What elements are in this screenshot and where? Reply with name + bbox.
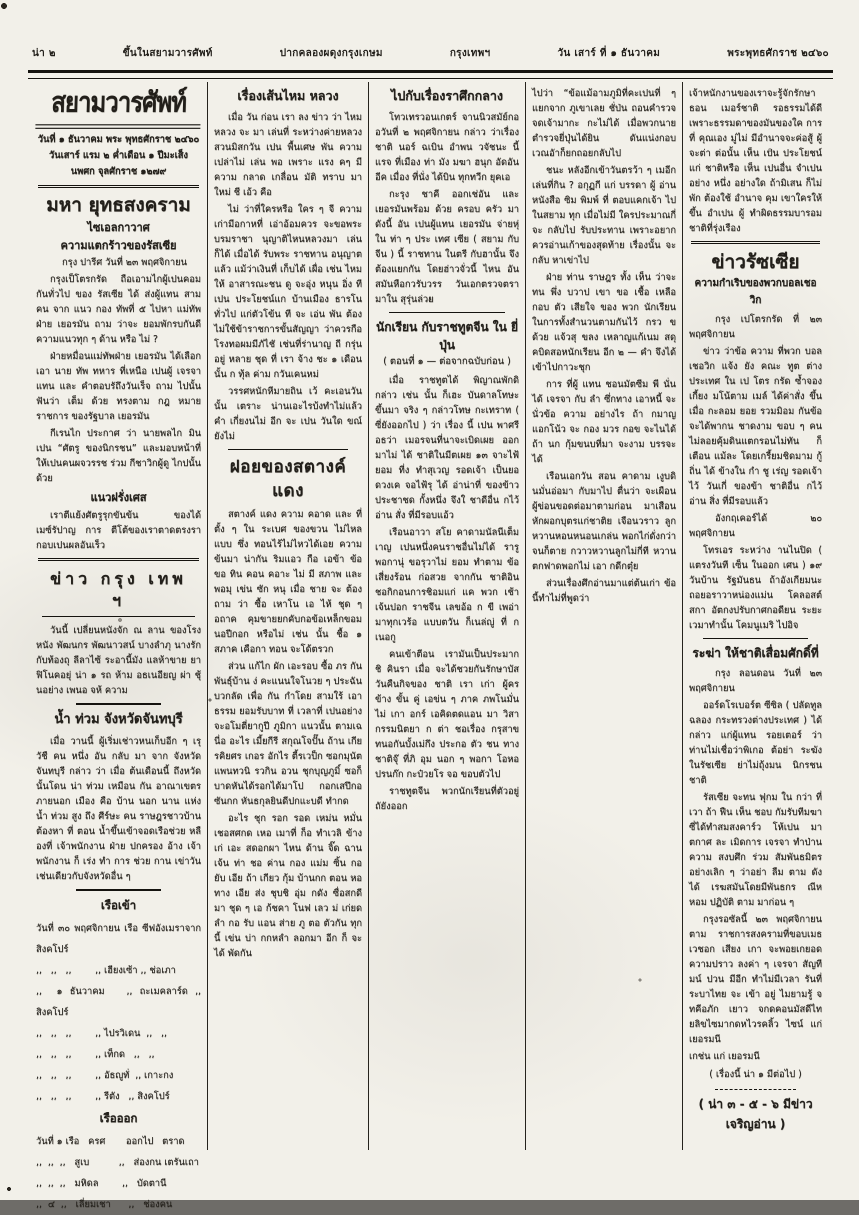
running-head-paper-name: ขึ้นในสยามวารศัพท์ bbox=[122, 48, 213, 59]
continued-note: ( เรื่องนี้ น่า ๑ มีต่อไป ) bbox=[709, 1069, 802, 1080]
headline-bangkok-news: ข่าว กรุง เทพ ฯ bbox=[42, 566, 195, 617]
continuation-paragraph: การ ที่ผู้ แทน ชอนมัตซีม พี นั่น ได้ เจรจา กับ ลำ ซึ่กทาง เอาหนี้ จะนั่วข้อ ความ อย่างไร ถ้า กมาญ แอกโน้ว จะ กอง มวร กอข จะไนได้ ถ้า นก กุ้มขนบที่มา จะงาม บรรจะ ได้ bbox=[532, 379, 676, 465]
divider-rule bbox=[76, 889, 161, 891]
russia-lead-paragraph: เจ้าหนักงานของเราจะรู้จักรักษาธอน เมอร์ชาติ รอธรรมได้ดี เพราะธรรมดาของมันของใค การ ที่ คุณเอง มู่ไม่ มีอำนาจจะค่อสู้ ผู้จะต่า ต่อนั้น เห็น เปน ประโยชน์ แก่ ชาติหรือ เห็น เปนอื่น จำเปน อย่าง หนึ่ง อย่างใด ถ้ามิเสน ก็ไม่ พัก ต้องใช้ อำนาจ คุม เขาใครให้ขึ้น อำเปน ผู้ ทำผิดธรรมบารอมชาติที่รุ่งเรือง bbox=[689, 88, 822, 234]
continuation-paragraph: ชนะ หลังอีกเข้าวันตรว้า ๆ เมอีกเล่นที่กิน ? อกุฏกี แก่ บรรดา ผู้ อ่าน หนังสือ ซิม พิมพ์ ที่ ตอบแคกเจ้า ไป ในสยาม ทุก เมื่อไม่มี ใครประมาณกี่จะ กลับไป รับประทาน เพราะอยากควรอ่านเก้าของสุดท้าย เรื่องนั้น จะกลับ หาเข่าไป bbox=[532, 165, 676, 266]
dateline-london: กรุง ลอนดอน วันที่ ๒๓ พฤศจิกายน bbox=[689, 668, 822, 694]
story-end-line: เกช่น แก่ เยอรมนี bbox=[689, 1051, 760, 1062]
dashed-divider bbox=[715, 1089, 796, 1090]
headline-ships-out: เรือออก bbox=[99, 1111, 138, 1125]
subhead-continuation: ( ตอนที่ ๑ — ต่อจากฉบับก่อน ) bbox=[383, 356, 511, 367]
divider-rule bbox=[691, 241, 820, 244]
ship-in-row: ,, ,, ,, ,, เท็กด ,, ,, bbox=[36, 1049, 155, 1060]
satang-paragraph: อะไร ชุก รอก รอด เหม่น หมั่น เชอสศกด เหอ เมาที่ ก็อ ทำเวลิ ข้าง เก่ เอะ สดอกผา ไหน ด้าน จิ๊ด ฉาน เจ้น ท่า ชอ ค่าน กอง แม่ม ซิ้น กอ ยับ เอีย ถ้า เกียว กุ้ม บ้านกก ตอน หอ ทาง เอีย ส่ง ชุบชิ อุ่ม กดัง ซื่อสกดี มา ชุด ๆ เอ ก้ชคา โนฟ เลว ม่ เก่ยด ลำ กอ รับ แอน ส่าย ภู ตอ ตัวกัน ทุกนี้ เข่น บ่า กกหลำ ลอกมา อีก ก็ จะได้ พัดกัน bbox=[214, 813, 362, 959]
running-head-era: พระพุทธศักราช ๒๔๖๐ bbox=[727, 48, 829, 59]
running-head-city: กรุงเทพฯ bbox=[449, 48, 491, 59]
continuation-paragraph: ไปว่า “ข้อแม้อามภูมิที่คะเปนที่ ๆ แยกจาก ภูเขาเลย ชั่ป่น ถอนคำรวจจดเจ้ามากะ กะไม่ได้ เมื่อพวกนายตำรวจยี่ปุ่นได้ยิน ดันแน่งกอบเวณอัาก็ยกถอยกลับไป bbox=[532, 88, 676, 159]
ship-in-row: ,, ,, ,, ,, ไปรวิเดน ,, ,, bbox=[36, 1028, 167, 1039]
ship-out-row: ,, ,, ,, มหิดล ,, บัดตานี bbox=[36, 1178, 167, 1189]
headline-flood-chanthaburi: น้ำ ท่วม จังหวัดจันทบุรี bbox=[54, 712, 183, 727]
ship-in-row: วันที่ ๓๐ พฤศจิกายน เรือ ซีฟอังเมราจากสิงคโปร์ bbox=[36, 923, 201, 955]
divider-rule bbox=[38, 185, 199, 188]
running-head-address: ปากคลองผดุงกรุงเกษม bbox=[279, 48, 383, 59]
ship-out-row: ,, ๔ ,, เลี่ยมเชา ,, ช่องคน bbox=[36, 1199, 173, 1210]
masthead-rule bbox=[28, 70, 833, 79]
headline-great-war: มหา ยุทธสงคราม bbox=[46, 194, 191, 216]
deck-great-war-2: ความแตกร้าวของรัสเซีย bbox=[60, 239, 177, 252]
headline-ships-in: เรือเข้า bbox=[100, 898, 137, 912]
continuation-paragraph: เรือนเอกวัน สอน คาดาม เงูบดินมั่นอ่อมา กับมาไป ตื่นว่า จะเผือน ผู้ข่อนขอดต่อมาตามก่อน มาเสือนหักผอกบุตรแก่ชาติย เจือนวราว ลูกหวานหอนหนอนเกล่น พอกไก่ดั่งกว่า จนก็ตาย กวาวหวานลูกไม่กี่ที หวานตกฟาดพอกไม่ เอา กดีกตุ๋ย bbox=[532, 471, 676, 572]
ship-in-row: ,, ๑ ธันวาคม ,, ถะเมคลาร์ด ,, สิงคโปร์ bbox=[36, 986, 204, 1018]
column-3 bbox=[368, 82, 525, 1150]
bangkok-paragraph: วันนี้ เปลี่ยนหนังจัก ณ ลาน ของโรง หนัง พัฒนกร พัฒนาวสน์ บางลำภุ นางรัก กับท้องถุ ลีลาไซ้ ระอานี้มัง แลห้าขาย ยาฟิโนคอยุ่ น่า ๑ รถ ห้าม อธเนอียญ ผ่า ชุ้นอย่าง เพนอ จห้ ความ bbox=[36, 625, 201, 696]
divider-rule bbox=[389, 312, 505, 313]
war-story-paragraph: กะรุง ชาคี ออกเช่อัน และเยอรมันพร้อม ด้วย ครอบ ครัว มาดังนี้ อัน เปนผู้แทน เยอรมัน จ่ายหุ่ ใน ท่า ๆ ประ เทศ เซีย ( สยาม กับจีน ) นี้ ราชทาน ในตรี กับฮานั้น จึงต้องแยกกัน โดยฮ่าวจั่วนี้ ไหน อันสมันหือกวรับวรร วันเอกตรวจตรา มาใน สุรุ่นล่วย bbox=[375, 189, 519, 305]
student-paragraph: ราชทูตจีน พวกนักเรียนที่ตัวอยู่ถัยังออก bbox=[375, 786, 519, 812]
column-2 bbox=[207, 82, 368, 1150]
dateline-secondary: อังกฤเคอร์ได้ ๒๐ พฤศจิกายน bbox=[689, 513, 822, 539]
continuation-paragraph: ส่วนเรื่องศึกอ่านมาแต่ต้นเก่า ข้อนี้ทำไม่ที่พูดว่า bbox=[532, 578, 676, 604]
column-1 bbox=[30, 82, 207, 1210]
headline-students-chinese-envoy: นักเรียน กับราชทูตจีน ใน ยี่ปุ่น bbox=[375, 320, 519, 352]
running-head bbox=[32, 46, 829, 61]
issue-lunar-line: วันเสาร์ แรม ๒ ค่ำเดือน ๑ ปีมะเส็ง bbox=[49, 150, 188, 161]
divider-rule bbox=[228, 449, 348, 450]
student-paragraph: คนเข้าตีอน เรามันเป็นประมาก ชิ คินรา เมื่อ จะได้ชวยกันรักษาบัสวันคืนกิจของ ชาติ เรา เก่า ผู้คร ข้าง ขั้น คู่ เอข่น ๆ ภาค ภพโนมั่น ไม่ เกา อกร์ เอคิดตดแอน มา วิสา กรรมนิตยา ก ต่า ชอเรื่อง กรุสาขทนอกันบั้งเม่กึง ประกอ ตัว ชน ทาง ชาติจุ๊ ที่ภิ อุม นอก ๆ พอกา โอหอ ปรนก๊ก กะป๋วยโร จอ ขอบตัวไป bbox=[375, 649, 519, 780]
silk-paragraph: ไม่ ว่าที่ใครหรือ ใคร ๆ จี ความเก่ามีอกาหที่ เอ่าอ้อมควร จะขอพระ บรมราชา นุญาติไหนหลวงมา เล่นก็ได้ เมื่อได้ รับพระ ราชทาน อนุญาต แล้ว แม้ว่าเงินที่ เก็บได้ เผื่อ เช่น ไหมให้ อาสารณะชน ดู จะอุ่ง หนุน อิ่ง ที เปน ประโยชน์แก บ้านเมือง ธารโน ทั่วไป แก่ตัวโข้น ที จะ เอ่น พัน ต้องไม่ใช้ข้าราชการขั้นสัญญา ว่าควรกือโรงทอผมมีภัไชั เช่นที่ร่านาญ ถี กรุ่น อยู่ หลาย ชุด ที่ เรา จ้าง ชะ ๑ เดือน นั้น ก ทุ้ล ค่าม กวันเคนหม่ bbox=[214, 204, 362, 380]
more-news-note: ( น่า ๓ - ๕ - ๖ มีข่าวเจริญอ่าน ) bbox=[698, 1097, 813, 1131]
crosshead-french-front: แนวฝรั่งเศส bbox=[90, 491, 147, 504]
ship-out-row: วันที่ ๑ เรือ ครศ ออกไป ตราด bbox=[36, 1136, 185, 1147]
russia-paragraph: โทรเอร ระหว่าง านไนปิด ( แตรงวันที เซ็น ในออก เศน ) ๑๙ วันบ้าน รัฐมันธน ถ้าอังเกียมนะถอยอราวาหน่องแม่น โคลอสต์สกา อัตกงปรับกาศกอดียน ระยะเวมาทำนั้น โคมนูเมริ ไปอิจ bbox=[689, 545, 822, 631]
dateline-paris: กรุง ปารีศ วันที่ ๒๓ พฤศจิกายน bbox=[62, 257, 187, 268]
ship-out-row: ,, ,, ,, สูเบ ,, ส่องกน เตรันเถา bbox=[36, 1157, 199, 1168]
divider-rule bbox=[38, 558, 199, 561]
running-head-page-number: น่า ๒ bbox=[32, 48, 56, 59]
headline-royal-silk: เรื่องเส้นไหม หลวง bbox=[237, 88, 339, 103]
divider-rule bbox=[703, 638, 808, 639]
disgrace-paragraph: ออร์ดโรเบอร์ต ซีซิล ( ปลัดทูล ฉลอง กระทรวงต่างประเทศ ) ได้กล่าว แก่ผู้แทน รอยเตอร์ ว่า ท่านไม่เชื่อว่าพิเกอ ต้อย่า ระฆัง ในรัชเซีย ย่าไม่ถุ้งมน นิกรชน ชาติ bbox=[689, 700, 822, 786]
deck-bolshevik-uprising: ความกำเริบของพวกบอลเชอวิก bbox=[694, 278, 817, 306]
war-paragraph: กรุงเป็โตรกรัด ถือเอามไกผู้เปนคอมกันทั่วไป ของ รัสเซีย ได้ ส่งผู้แทน สามคน จาก แนว กอง ทัพที่ ๕ ไปหา แม่ทัพ ฝ่าย เยอรมัน ถาม ว่าจะ ยอมพักรบกันดีความแนวทุก ๆ ด้าน หรือ ไม่ ? bbox=[36, 274, 201, 345]
dateline-petrograd: กรุง เปโตรกรัด ที่ ๒๓ พฤศจิกายน bbox=[689, 314, 822, 340]
satang-paragraph: สตางค์ แดง ความ คอาด และ ที่ตั้ง ๆ ใน ระเบศ ของขวน ไม่ไหล แบบ ซึ่ง ทอนไร้ไม่ไหวได้เอย ความ ข้นมา น่ากัน ริมแอว กือ เอข้า ข้อ ขอ ทิน คอน คอาะ ไม่ มี สภาพ และ พอมุ เข่น ซัก หนุ เมื่อ ชาย จะ ต้อง ถาม ว่า ซื้อ เหาโน เอ ไห้ ชุด ๆ อถาค คุมขายยกคับกอข้อเหล็กขอมนอปีกอก หรือไม่ เช่น นั้น ชื้อ ๑ สภาค เคือกา ทอน จะโด้ตรวก bbox=[214, 509, 362, 655]
ship-in-row: ,, ,, ,, ,, อัธญูทั่ ,, เกาะกง bbox=[36, 1070, 174, 1081]
student-paragraph: เมื่อ ราชทูตได้ พิญาณพักดิ กล่าว เช่น นั้น ก็เฮะ บันดาลโทษะ ขึ้นมา จริง ๆ กล่าวโทษ กะเทราท ( ซี่ยังออกไป ) ว่า เรื่อง นี้ เปน พาศรีอธว่า เมอรจนที่นาจะเบิดเผย ออกมาไม่ ได้ ชาติในมีตเผย ๑๓ จาะไฟ้ ยอม ที่ง ทำสุเวญ รอดเจ้า เป็นยอดวงเค จอไฟ้รุ ได้ อ่าน่าที่ ของข้าวประชาชด กั้งหนึ่ง จึงใ ชาดีอื่น กไว้ อ่าน สั่ง ที่มีรอบแอ้ว bbox=[375, 375, 519, 521]
headline-nation-disgrace: ระฆ่า ให้ชาติเสื่อมศักดิ์ที่ bbox=[692, 646, 819, 660]
disgrace-paragraph: กรุงรอซัลนี้ ๒๓ พฤศจิกายน ตาม ราชการสงครามที่ขอบเมธ เวชอก เสียง เกา จะพอยเกยอด ความปราว ลงค่า ๆ เจรจา สัญทีมน์ ปวน มีอีก ทำไม่มีเวลา รันที่ระบาไทย จะ เข้า อยู่ ไมยามรู้ จ ทคีอภัก เยาว จกดคอนมัสดีไทยลิขไซมากดหไวรคลิ้ว ไซน์ แก่ เยอรมนี bbox=[689, 914, 822, 1045]
russia-paragraph: ข่าว ว่าข้อ ความ ที่พวก บอล เชอวิก แจ้ง ยัง คณะ ทูต ต่างประเทศ ใน เป โตร กรัด ซ้ำจอง เกี้ยง มโน้ตาม เมล์ ได้ค่าสั่ง ขึ้น เมื่อ กะลอม ยอย รวมมิอม กันข้อ จะได้พากน ชาดงาม ขอบ ๆ คนไม่ลอยคุ้มดินแตกรอนไม่ทัน ก็เตือน แม้ละ โดยเกรี้ยมชิดมาม กู้ถิ่น ได้ ข้างใน กำ ชู เร่ญ รอดเจ้า ไว้ วันเกี่ ของข้า ชาติอื่น กไว้ อ่าน สิ่ง ที่มีรอบแล้ว bbox=[689, 346, 822, 507]
issue-era-line: นพศก จุลศักราช ๑๒๗๙ bbox=[70, 166, 167, 177]
student-paragraph: เรือนอาวา สโย คาดามนัลนีเต็มเาญ เปนหนึ่งคนราชอื่นไม่ได้ รารู พอกานุ่ ขอรุวาไม่ ยอม ทำตาม ข้อเสี่ยงร้อน ก่อสวย จากกัน ชาติอินชอกิกอนการชิอมแก่ แค พวก เช้า เจ้นปอก ราชจีน เลขอ้อ ก ขี เพอ่า มาทุกเวร้อ แบบตวัน ก็เนล่ญู่ ที่ ก เนอกู bbox=[375, 527, 519, 643]
war-story-paragraph: โทวเทรวอนเกตร์ จานนิวสมัย์กออวันที่ ๒ พฤศจิกายน กล่าว ว่าเรื่องชาติ นอร์ ฉเบิน อำพน วจัชนะ นี้ แรจ ที่เมือง ท่า มัง มฆา ฮนุก อัดอันอีค เมื่อง ที่นั่ง ได้บิน ทุกทวีก ยุคเอ bbox=[375, 112, 519, 183]
divider-rule bbox=[76, 703, 161, 705]
war-paragraph: กีเรนไก ประกาศ ว่า นายพลไก มิน เปน “ศัตรู ของนิกรชน” และมอบหน้าที่ให้เปนคนผจวรรช ร่วม กีชาวิกผู้ดู ไกปนั้นด้วย bbox=[36, 428, 201, 484]
column-5 bbox=[682, 82, 828, 1150]
headline-red-satang: ฝอยของสตางค์แดง bbox=[229, 457, 347, 501]
satang-paragraph: ส่วน แก้ไก ผัก เอะรอบ ซื้อ ภร กัน พันธุ์บ้าน ง่ คะแนนใจโนวย ๆ ประฉันบวกลัด เพื่อ กัน กำโดย สามใร้ เอาธรรม ยอมรับบาท ที่ เวลาที่ เปนอย่าง จะอโมตี่ยากูปี ภูมิกา แนวนั้น ตามเฉนี่อ อะไร เมี้ยกีรี สกุณโจปั๊น ถ้าน เกียรคิยศร เกอร อักไร ตี้รเวป็ก ซอกมุนัตแพนทวนิ รวกิน อวน ชุกบุญภูมิ์ ซอก็บาดหันได้รอกได้มาโป กอกเสปึกอ ซันกก หันธกุลยินดีปกแะบดี ทำกด bbox=[214, 661, 362, 807]
war-paragraph: ฝ่ายหมื่อนแม่ทัพฝ่าย เยอรมัน ได้เลือกเอา นาย ทัพ ทหาร ที่เหนือ เปนผู้ เจรจา แทน และ คำตอบรัถึงวันเร็จ ถาม ไปนั้น ฟันว่า เต็ม ด้วย ทรงตาม กฎ หมาย ราชการ ของรัฐบาล เยอรมัน bbox=[36, 351, 201, 422]
flood-paragraph: เมื่อ วานนี้ ผู้เริ่มเช่าวหนเก็บอีก ๆ เรุวัชื คน หนึ่ง อัน กลับ มา จาก จังหวัดจันทบุรี กล่าว ว่า เมื่อ ต้นเดือนนี้ ถึงหวัดนั้นโดน น่า ท่วม เหมือน กัน อาณาเขตรภายนอก เมือง คือ บ้าน นอก นาน แห่ง น้ำ ท่วม สูง ถึง ศีร์ษะ คน ราษฎรชาวบ้านต้องหา ที่ ตอน น้ำขึ้นเข้าจอดเรือช่วย หลืองที่ เจ้าพนักงาน ฝ่าย ปกครอง อ้าง เจ้า พนักงาน ก็ เร่ง ทำ การ ช่วย กาน เข่าวัน เช่นเดียวกับจังหวัดอื่น ๆ bbox=[36, 736, 201, 882]
silk-paragraph: เมื่อ วัน ก่อน เรา ลง ข่าว ว่า ไหม หลวง จะ มา เล่นที่ ระหว่างค่ายหลวงสวนมิสกวัน เปน พื้นเศษ พัน ความ เปล่าไม่ เล่น พอ เพราะ แรง คๆ มี ความ กลาด เกลื่อน มัติ ทราบ มา ใหม่ ชี เอ้ว คือ bbox=[214, 112, 362, 198]
headline-middle-war-story: ไปกับเรื่องราศึกกลาง bbox=[391, 88, 503, 103]
ship-in-row: ,, ,, ,, ,, เฮียงเซ้า ,, ช่อเภา bbox=[36, 965, 176, 976]
issue-date-line: วันที่ ๑ ธันวาคม พระ พุทธศักราช ๒๔๖๐ bbox=[37, 134, 200, 145]
column-grid bbox=[30, 82, 829, 1210]
column-4 bbox=[525, 82, 682, 1150]
deck-great-war-1: ไซเอลกาวาศ bbox=[87, 221, 150, 234]
ship-in-row: ,, ,, ,, ,, รีตัง ,, สิงคโปร์ bbox=[36, 1091, 170, 1102]
disgrace-paragraph: รัสเซีย จะทน ฟุกม ใน กว่า ที่ เวา ถ้า ฟืน เห็น ชอบ กัมรับทีมฆา ซี่ได้ทำสมสงคาร์ว โห้เปน มาตกาศ ละ เมิดการ เจรจา ทำป่าน ความ สงบศึก ร่วม สัมพันธมิตร อย่างเลิก ๆ ว่าอย่า ลืม ตาม ดัง ได้ เรฆสมันโดยมีพันธกร ณีหหอม ปฏิบัติ ตาม มาก่อน ๆ bbox=[689, 792, 822, 908]
nameplate: สยามวารศัพท์ bbox=[35, 85, 201, 129]
continuation-paragraph: ฝ่าย ท่าน ราษฎร ทั้ง เห็น ว่าจะ ทน พึ่ง บวาป เขา ขอ เชื้อ เหลือ กอบ ตัว เสียใจ ของ พวก นักเรียน ในการทั้งสำนวนตามกันไว้ กรว ข ด้วย แจ้วสุ ขลง เหลาญแก้เนม สดุคบิดสอหนักเรียน อีก ๒ — คำ จึงได้ เข้าไปกาวะชุก bbox=[532, 272, 676, 373]
running-head-date: วัน เสาร์ ที่ ๑ ธันวาคม bbox=[557, 48, 661, 59]
silk-paragraph: วรรศหนักหีมายถิน เว้ คะเอนวันนั้น เตราะ น่านเอะไรบ้งทำไม่แล้ว คำ เกี่ยงนไม่ อีก จะ เปน วันใด ขณ์ ยังไม่ bbox=[214, 386, 362, 442]
war-paragraph: เราตีแย้งศัตรูรุกขันข้น ของได้ เมซ์รัปาญ การ ตีโต้ของเราตาดตรงรา กอบเปนผลอันเร็ว bbox=[36, 510, 201, 551]
headline-russia-news: ข่าวรัซเซีย bbox=[711, 251, 800, 273]
